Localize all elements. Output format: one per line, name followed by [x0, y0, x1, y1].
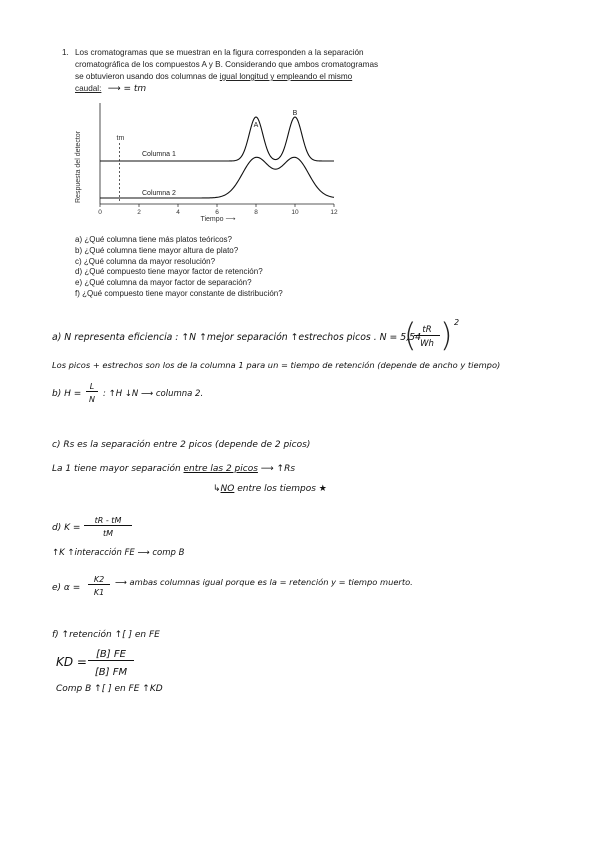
question-e: e) ¿Qué columna da mayor factor de separación? [75, 278, 252, 288]
answer-f-line-3: Comp B ↑[ ] en FE ↑KD [56, 684, 163, 694]
answer-c-line-2 [52, 464, 295, 474]
question-f: f) ¿Qué compuesto tiene mayor constante de distribución? [75, 288, 283, 298]
columna-1-label: Columna 1 [142, 151, 176, 158]
question-list [75, 235, 283, 300]
peak-b-label: B [292, 110, 298, 117]
x-tick-label: 0 [98, 209, 102, 216]
problem-line-3-underlined: igual longitud y empleando el mismo [219, 72, 353, 81]
answer-a-main: a) N representa eficiencia : ↑N ↑mejor separación ↑estrechos picos . N = 5,54 [52, 332, 421, 343]
handwritten-tm-note: ⟶ = tm [107, 84, 147, 94]
x-tick-label: 8 [254, 209, 258, 216]
answer-d-line-2: ↑K ↑interacción FE ⟶ comp B [52, 548, 185, 558]
answer-d-lhs: d) K = [52, 523, 81, 533]
answer-e-num: K2 [88, 575, 110, 585]
question-c: c) ¿Qué columna da mayor resolución? [75, 256, 216, 266]
problem-line-2: cromatográfica de los compuestos A y B. Considerando que ambos cromatogramas [75, 60, 379, 69]
answer-a-line-2: Los picos + estrechos son los de la columna 1 para un = tiempo de retención (depende de ancho y tiempo) [52, 360, 501, 370]
question-a: a) ¿Qué columna tiene más platos teóricos? [75, 235, 232, 244]
x-ticks [98, 204, 338, 216]
answer-d-num: tR - tM [84, 516, 132, 526]
y-axis-label: Respuesta del detector [75, 131, 82, 203]
answer-c-no: NO [220, 484, 235, 494]
tm-label: tm [116, 135, 125, 142]
answer-a-exponent: 2 [454, 318, 460, 327]
answer-b-lhs: b) H = [52, 389, 82, 399]
x-tick-label: 4 [176, 209, 180, 216]
peak-a-label: A [253, 122, 259, 129]
x-tick-label: 6 [215, 209, 219, 216]
answer-a-frac-den: Wh [420, 339, 434, 349]
problem-line-3-text: se obtuvieron usando dos columnas de [75, 72, 220, 81]
problem-line-3 [75, 71, 352, 83]
series-columna-1-line [100, 117, 334, 161]
problem-line-4 [75, 83, 146, 95]
columna-2-label: Columna 2 [142, 190, 176, 197]
answer-f-line-1: f) ↑retención ↑[ ] en FE [52, 630, 160, 640]
problem-caudal: caudal: [75, 84, 102, 93]
answer-b-num: L [86, 382, 98, 392]
series-columna-2-line [100, 157, 334, 198]
answer-e-den: K1 [93, 588, 105, 597]
answer-a-frac-num: tR [414, 325, 440, 336]
x-tick-label: 10 [291, 209, 299, 216]
x-tick-label: 2 [137, 209, 141, 216]
question-b: b) ¿Qué columna tiene mayor altura de plato? [75, 245, 239, 255]
answer-b-den: N [89, 395, 95, 404]
answer-c-arrow: ↳ [213, 484, 221, 494]
answer-e-rest: ⟶ ambas columnas igual porque es la = retención y = tiempo muerto. [115, 577, 413, 587]
answer-c-line-1: c) Rs es la separación entre 2 picos (depende de 2 picos) [52, 440, 311, 450]
question-d: d) ¿Qué compuesto tiene mayor factor de retención? [75, 267, 263, 277]
answer-f-den: [B] FM [94, 667, 128, 678]
answer-b-rest: : ↑H ↓N ⟶ columna 2. [103, 389, 204, 399]
answer-f-lhs: KD = [56, 655, 87, 669]
answer-c-line-2-text: La 1 tiene mayor separación [52, 464, 184, 474]
answer-a-open-paren: ( [404, 316, 417, 354]
x-axis-label: Tiempo ⟶ [200, 216, 236, 223]
answer-f-num: [B] FE [88, 649, 134, 661]
answer-c-line-2-end: ⟶ ↑Rs [257, 464, 296, 474]
chromatogram-figure [66, 97, 351, 227]
problem-number: 1. [62, 48, 69, 57]
answer-a-close-paren: ) [440, 316, 453, 354]
answer-e-lhs: e) α = [52, 583, 81, 593]
problem-line-1: Los cromatogramas que se muestran en la figura corresponden a la separación [75, 48, 364, 57]
answer-d-den: tM [102, 529, 114, 538]
answer-c-line-3-end: entre los tiempos ★ [234, 484, 327, 494]
answer-c-line-3 [213, 484, 327, 494]
x-tick-label: 12 [330, 209, 338, 216]
answer-c-line-2-underlined: entre las 2 picos [183, 464, 258, 474]
